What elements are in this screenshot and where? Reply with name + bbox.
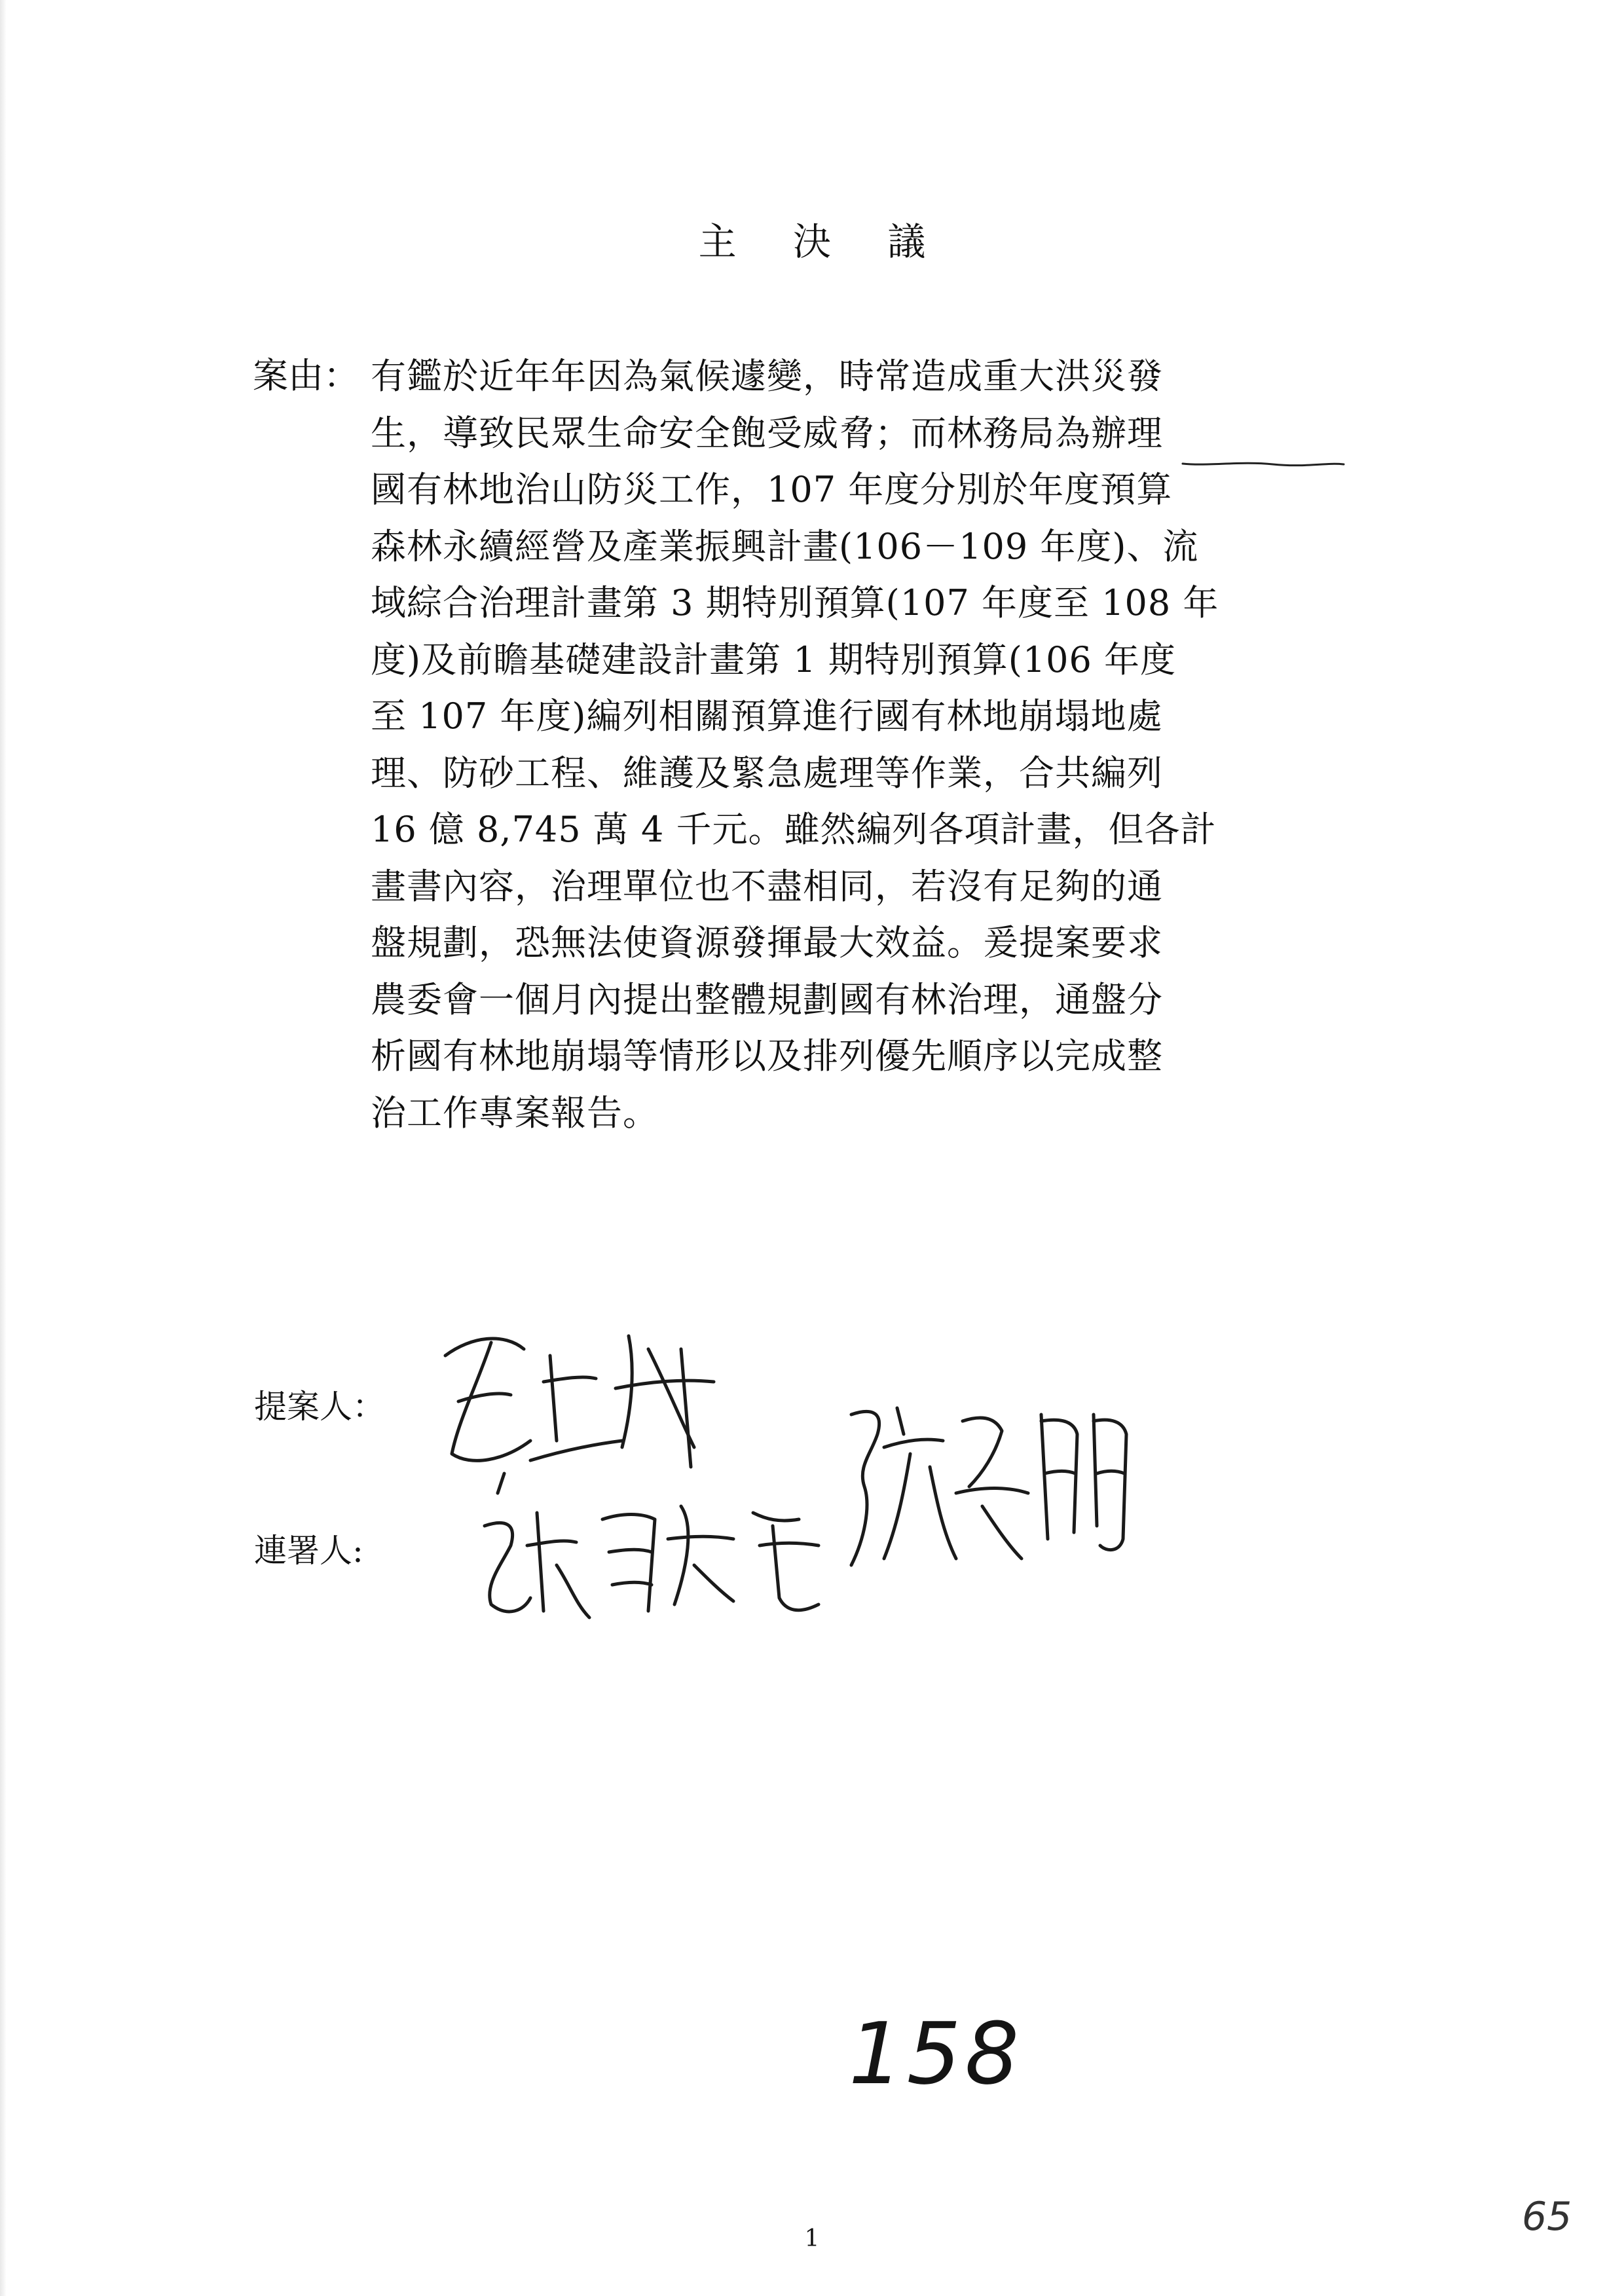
case-line: 域綜合治理計畫第 3 期特別預算(107 年度至 108 年 [371,582,1219,623]
case-line: 生，導致民眾生命安全飽受威脅；而林務局為辦理 [371,412,1163,454]
document-title: 主 決 議 [698,219,948,264]
case-line: 國有林地治山防災工作，107 年度分別於年度預算 [371,469,1173,510]
case-line: 森林永續經營及產業振興計畫(106－109 年度)、流 [371,525,1199,567]
case-line: 析國有林地崩塌等情形以及排列優先順序以完成整 [371,1035,1163,1077]
cosigner-label: 連署人: [254,1532,363,1570]
handwritten-underline [1181,458,1345,469]
proposer-signature [432,1310,747,1506]
scan-edge-shadow [0,0,7,2296]
case-label: 案由： [253,355,359,396]
case-line: 畫書內容，治理單位也不盡相同，若沒有足夠的通 [371,865,1163,907]
case-line: 盤規劃，恐無法使資源發揮最大效益。爰提案要求 [371,922,1163,963]
case-line: 有鑑於近年年因為氣候遽變，時常造成重大洪災發 [371,356,1163,397]
handwritten-page-number: 158 [849,2004,1024,2103]
proposer-label: 提案人： [254,1388,385,1426]
case-line: 治工作專案報告。 [371,1092,659,1134]
case-line: 農委會一個月內提出整體規劃國有林治理，通盤分 [371,978,1163,1020]
case-line: 至 107 年度)編列相關預算進行國有林地崩塌地處 [371,695,1163,737]
case-line: 度)及前瞻基礎建設計畫第 1 期特別預算(106 年度 [371,639,1177,680]
cosigner-signature-1 [471,1487,838,1637]
cosigner-signature-2 [832,1395,1139,1591]
case-line: 16 億 8,745 萬 4 千元。雖然編列各項計畫，但各計 [371,809,1217,850]
case-line: 理、防砂工程、維護及緊急處理等作業，合共編列 [371,752,1163,794]
handwritten-corner-number: 65 [1522,2194,1572,2240]
page-number: 1 [804,2225,820,2252]
